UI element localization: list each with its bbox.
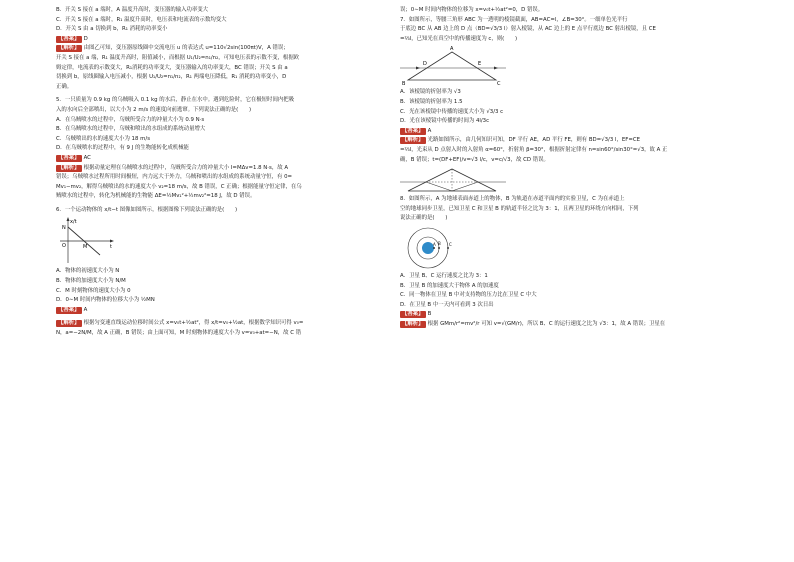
q6-answer-line — [56, 306, 356, 316]
q4-option-d: D．开关 S 由 a 切换到 b，R₁ 消耗的功率变小 — [56, 26, 168, 33]
q7-option-a: A．该棱镜的折射率为 √3 — [400, 89, 461, 96]
orbit-label-b: B — [438, 240, 441, 246]
xt-t-graph — [56, 215, 116, 267]
analysis-tag: 【解析】 — [402, 137, 424, 144]
q4-analysis-text: 切换到 b，原线圈输入电压减小，根据 U₁/U₂=n₁/n₂，R₁ 两端电压降低，R₁ 消耗的功率变小，D — [56, 74, 287, 81]
q5-analysis-text: 贼喷水的过程中，转化为机械能的生物能 ΔE=½Mv₁²+½mv₂²=18 J，故 D 错误。 — [56, 193, 256, 200]
q7-stem: =⅔l，已知光在真空中的传播速度为 c，则( ) — [400, 35, 518, 42]
q5-option-d: D．在乌贼喷水的过程中，有 9 J 的生物能转化成机械能 — [56, 145, 189, 152]
q8-option-c: C．同一物体在卫星 B 中对支持物的压力比在卫星 C 中大 — [400, 292, 537, 299]
analysis-tag: 【解析】 — [58, 45, 80, 52]
q7-analysis-text: =⅔l，光束从 D 点射入时的入射角 α=60°，折射角 β=30°，根据折射定律有 n=sin60°/sin30°=√3，故 A 正 — [400, 146, 668, 153]
prism-diagram — [400, 44, 510, 88]
q7-option-d: D．光在该棱镜中传播的时间为 4l/3c — [400, 118, 490, 125]
q4-analysis-line — [56, 44, 356, 54]
q6-option-c: C．M 时刻物体的速度大小为 0 — [56, 287, 131, 294]
answer-tag: 【答案】 — [58, 35, 80, 42]
q5-analysis-text: 根据动量定理在乌贼喷水的过程中，乌贼所受合力的冲量大小 I=MΔv=1.8 N·s，故 A — [83, 164, 289, 171]
q8-answer: B — [427, 311, 432, 318]
q5-stem: 5．一只质量为 0.9 kg 的乌贼吸入 0.1 kg 的水后，静止在水中。遇到危险时，它在极短时间内把吸 — [56, 97, 295, 104]
q8-analysis-text: 根据 GMm/r²=mv²/r 可知 v=√(GM/r)，所以 B、C 的运行速度之比为 √3：1，故 A 错误；卫星在 — [427, 320, 666, 327]
answer-tag: 【答案】 — [402, 127, 424, 134]
answer-tag: 【答案】 — [58, 154, 80, 161]
q8-option-a: A．卫星 B、C 运行速度之比为 3：1 — [400, 272, 488, 279]
prism-point-d: D — [423, 61, 427, 68]
q6-option-a: A．物体的初速度大小为 N — [56, 268, 120, 275]
prism-optical-path-diagram — [400, 165, 510, 195]
q4-analysis-text: 正确。 — [56, 83, 73, 90]
q5-answer-line — [56, 154, 356, 164]
q7-analysis-text: 光路如图所示，由几何知识可知，DF 平行 AE，AD 平行 FE，则有 BD=√3/3 l，EF=CE — [427, 137, 641, 144]
orbit-label-c: C — [449, 241, 452, 247]
q7-analysis-text: 确，B 错误；t=(DF+EF)/v=√3 l/c，v=c/√3，故 CD 错误。 — [400, 156, 549, 163]
left-column — [56, 6, 356, 339]
q8-answer-line — [400, 310, 716, 320]
q5-answer: AC — [83, 154, 91, 161]
q4-analysis-text: 姆定律，电流表的示数变大，R₁消耗的功率变大，变压器输入的功率变大，BC 错误；开关 S 由 a — [56, 64, 288, 71]
right-column — [400, 6, 716, 329]
q7-analysis-line — [400, 136, 716, 146]
prism-vertex-b: B — [402, 81, 406, 88]
q7-answer-line — [400, 127, 716, 137]
prism-vertex-a: A — [450, 46, 454, 53]
q7-option-c: C．光在该棱镜中传播的速度大小为 √3/3 c — [400, 108, 504, 115]
q6-answer: A — [83, 306, 88, 313]
q8-option-b: B．卫星 B 的加速度大于物体 A 的加速度 — [400, 282, 499, 289]
q8-stem: 8．如图所示，A 为地球表面赤道上的物体，B 为轨道在赤道平面内的实验卫星，C 为在赤道上 — [400, 196, 625, 203]
answer-tag: 【答案】 — [402, 311, 424, 318]
graph-origin-label: O — [62, 243, 66, 250]
q5-analysis-text: 错误；乌贼喷水过程所用时间极短，内力远大于外力，乌贼和喷出的水组成的系统动量守恒，有 0= — [56, 174, 293, 181]
prism-vertex-c: C — [497, 81, 501, 88]
q8-stem: 空的地球同步卫星，已知卫星 C 和卫星 B 的轨道半径之比为 3：1，且两卫星的环绕方向相同，下列 — [400, 205, 639, 212]
q4-option-c: C．开关 S 接在 a 端时，R₁ 温度升高时，电压表和电流表的示数均变大 — [56, 16, 227, 23]
q5-option-a: A．在乌贼喷水的过程中，乌贼所受合力的冲量大小为 0.9 N·s — [56, 116, 205, 123]
q6-analysis-text: N，a=−2N/M，故 A 正确，B 错误；由上面可知，M 时刻物体的速度大小为 v=v₀+at=−N，故 C 错 — [56, 330, 302, 337]
q7-option-b: B．该棱镜的折射率为 1.5 — [400, 98, 463, 105]
q4-option-b: B．开关 S 接在 a 端时，A 温度升高时，变压器的输入功率变大 — [56, 7, 209, 13]
analysis-tag: 【解析】 — [402, 320, 424, 327]
q6-analysis-end: 误；0∼M 时间内物体的位移为 x=v₀t+½at²=0，D 错误。 — [400, 7, 544, 13]
q6-option-d: D．0∼M 时间内物体的位移大小为 ½MN — [56, 297, 155, 304]
q4-analysis-text: 由图乙可知，变压器原线圈中交流电压 u 的表达式 u=110√2sin(100πt)V，A 错误； — [83, 45, 289, 52]
q6-analysis-text: 根据匀变速直线运动位移时间公式 x=v₀t+½at²，得 x/t=v₀+½at，根据数学知识可得 v₀= — [83, 320, 304, 327]
q5-option-c: C．乌贼喷出的水的速度大小为 18 m/s — [56, 135, 151, 142]
q5-analysis-text: Mv₁−mv₂，解得乌贼喷出的水的速度大小 v₂=18 m/s，故 B 错误，C 正确；根据能量守恒定律，在乌 — [56, 183, 302, 190]
q6-analysis-line — [56, 319, 356, 329]
q7-stem: 于底边 BC 从 AB 边上的 D 点（BD=√3/3 l）射入棱镜，从 AC 边上的 E 点平行底边 BC 射出棱镜，且 CE — [400, 26, 656, 33]
q4-analysis-text: 开关 S 接在 a 端，R₁ 温度升高时，阻值减小，而根据 U₁/U₂=n₁/n₂，可知电压表的示数不变，根据欧 — [56, 54, 300, 61]
answer-tag: 【答案】 — [58, 306, 80, 313]
q4-answer: D — [83, 35, 88, 42]
orbit-label-a: A — [433, 241, 436, 247]
q6-stem: 6．一个运动物体的 x/t−t 图像如图所示，根据图像下列说法正确的是( ) — [56, 206, 238, 213]
q6-option-b: B．物体的加速度大小为 N/M — [56, 278, 126, 285]
graph-x-label: t — [110, 244, 112, 251]
graph-n-label: N — [62, 225, 66, 232]
q8-analysis-line — [400, 320, 716, 330]
q8-stem: 说法正确的是( ) — [400, 215, 448, 222]
q5-stem: 入的水向后全部喷出，以大小为 2 m/s 的速度向前逃窜。下列说法正确的是( ) — [56, 106, 252, 113]
q5-option-b: B．在乌贼喷水的过程中，乌贼和喷出的水组成的系统动量增大 — [56, 126, 206, 133]
graph-m-label: M — [83, 244, 88, 251]
analysis-tag: 【解析】 — [58, 164, 80, 171]
prism-point-e: E — [478, 61, 482, 68]
q8-option-d: D．在卫星 B 中一天内可看到 3 次日出 — [400, 301, 494, 308]
satellite-orbit-diagram — [400, 224, 460, 272]
q4-answer-line — [56, 35, 356, 45]
analysis-tag: 【解析】 — [58, 320, 80, 327]
q7-answer: A — [427, 127, 432, 134]
q7-stem: 7．如图所示，等腰三角形 ABC 为一透明的棱镜截面，AB=AC=l，∠B=30°。一细单色光平行 — [400, 16, 628, 23]
q5-analysis-line — [56, 164, 356, 174]
graph-y-label: x/t — [70, 219, 77, 226]
